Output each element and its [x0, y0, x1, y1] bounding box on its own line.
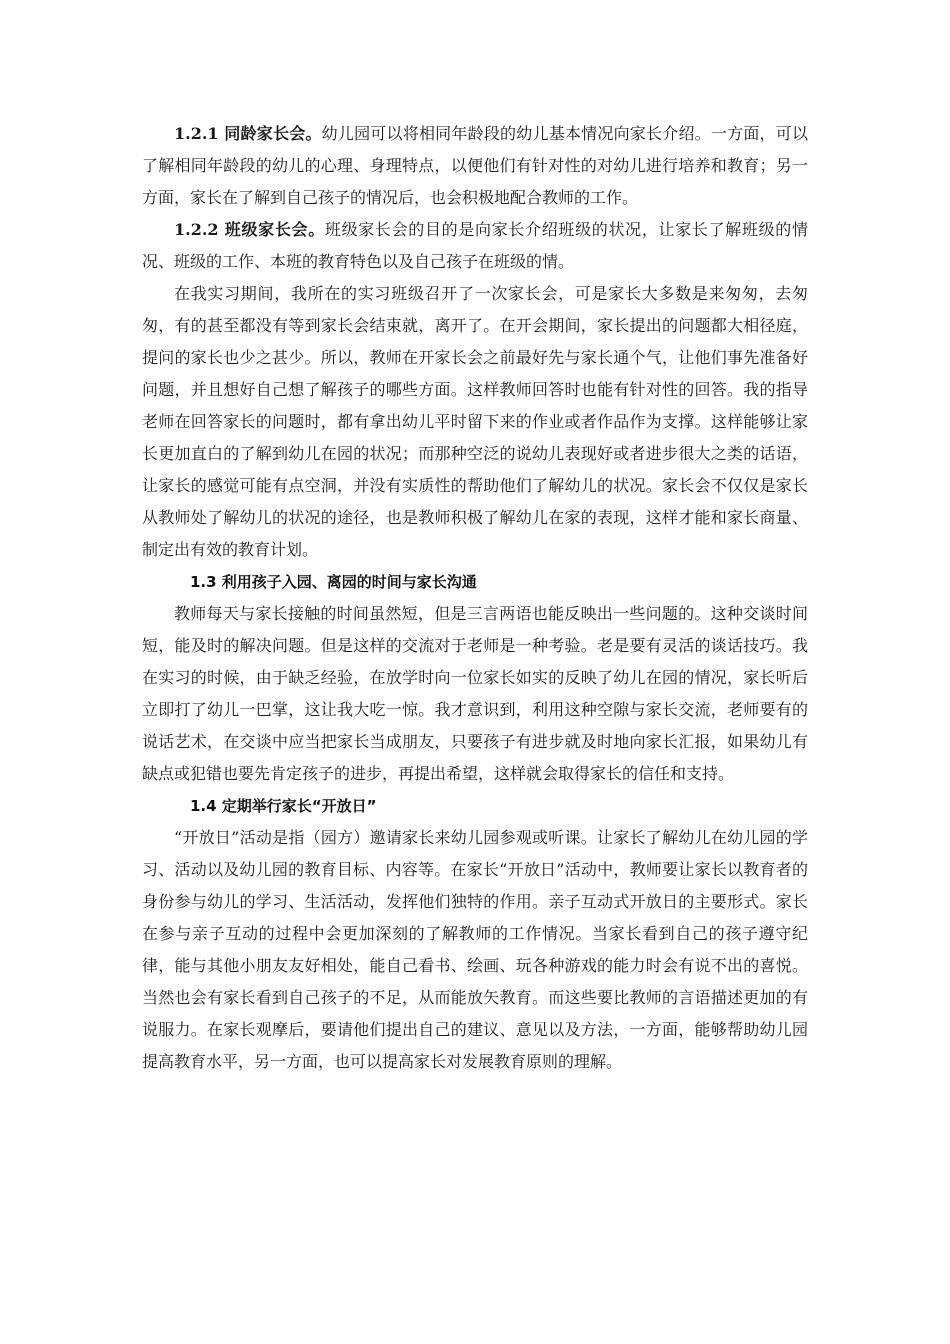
paragraph-1-2-1: [142, 118, 808, 214]
heading-1-2-2: 1.2.2 班级家长会。: [174, 220, 325, 239]
paragraph-1-2-1-text: 幼儿园可以将相同年龄段的幼儿基本情况向家长介绍。一方面，可以了解相同年龄段的幼儿的心理、身理特点，以便他们有针对性的对幼儿进行培养和教育；另一方面，家长在了解到自己孩子的情况后，也会积极地配合教师的工作。: [142, 124, 808, 207]
heading-1-4: 1.4 定期举行家长“开放日”: [190, 797, 377, 815]
paragraph-1-4: “开放日”活动是指（园方）邀请家长来幼儿园参观或听课。让家长了解幼儿在幼儿园的学习、活动以及幼儿园的教育目标、内容等。在家长“开放日”活动中，教师要让家长以教育者的身份参与幼儿的学习、生活活动，发挥他们独特的作用。亲子互动式开放日的主要形式。家长在参与亲子互动的过程中会更加深刻的了解教师的工作情况。当家长看到自己的孩子遵守纪律，能与其他小朋友友好相处，能自己看书、绘画、玩各种游戏的能力时会有说不出的喜悦。当然也会有家长看到自己孩子的不足，从而能放矢教育。而这些要比教师的言语描述更加的有说服力。在家长观摩后，要请他们提出自己的建议、意见以及方法，一方面，能够帮助幼儿园提高教育水平，另一方面，也可以提高家长对发展教育原则的理解。: [142, 828, 808, 1071]
paragraph-internship: 在我实习期间，我所在的实习班级召开了一次家长会，可是家长大多数是来匆匆，去匆匆，有的甚至都没有等到家长会结束就，离开了。在开会期间，家长提出的问题都大相径庭，提问的家长也少之甚少。所以，教师在开家长会之前最好先与家长通个气，让他们事先准备好问题，并且想好自己想了解孩子的哪些方面。这样教师回答时也能有针对性的回答。我的指导老师在回答家长的问题时，都有拿出幼儿平时留下来的作业或者作品作为支撑。这样能够让家长更加直白的了解到幼儿在园的状况；而那种空泛的说幼儿表现好或者进步很大之类的话语，让家长的感觉可能有点空洞，并没有实质性的帮助他们了解幼儿的状况。家长会不仅仅是家长从教师处了解幼儿的状况的途径，也是教师积极了解幼儿在家的表现，这样才能和家长商量、制定出有效的教育计划。: [142, 284, 808, 559]
heading-1-3: 1.3 利用孩子入园、离园的时间与家长沟通: [190, 573, 477, 591]
paragraph-1-2-2-text: 班级家长会的目的是向家长介绍班级的状况，让家长了解班级的情况、班级的工作、本班的教育特色以及自己孩子在班级的情。: [142, 220, 808, 271]
document-page: [142, 118, 808, 1078]
paragraph-1-3: 教师每天与家长接触的时间虽然短，但是三言两语也能反映出一些问题的。这种交谈时间短，能及时的解决问题。但是这样的交流对于老师是一种考验。老是要有灵活的谈话技巧。我在实习的时候，由于缺乏经验，在放学时向一位家长如实的反映了幼儿在园的情况，家长听后立即打了幼儿一巴掌，这让我大吃一惊。我才意识到，利用这种空隙与家长交流，老师要有的说话艺术，在交谈中应当把家长当成朋友，只要孩子有进步就及时地向家长汇报，如果幼儿有缺点或犯错也要先肯定孩子的进步，再提出希望，这样就会取得家长的信任和支持。: [142, 604, 808, 783]
paragraph-1-2-2: [142, 214, 808, 278]
heading-1-2-1: 1.2.1 同龄家长会。: [174, 124, 322, 143]
